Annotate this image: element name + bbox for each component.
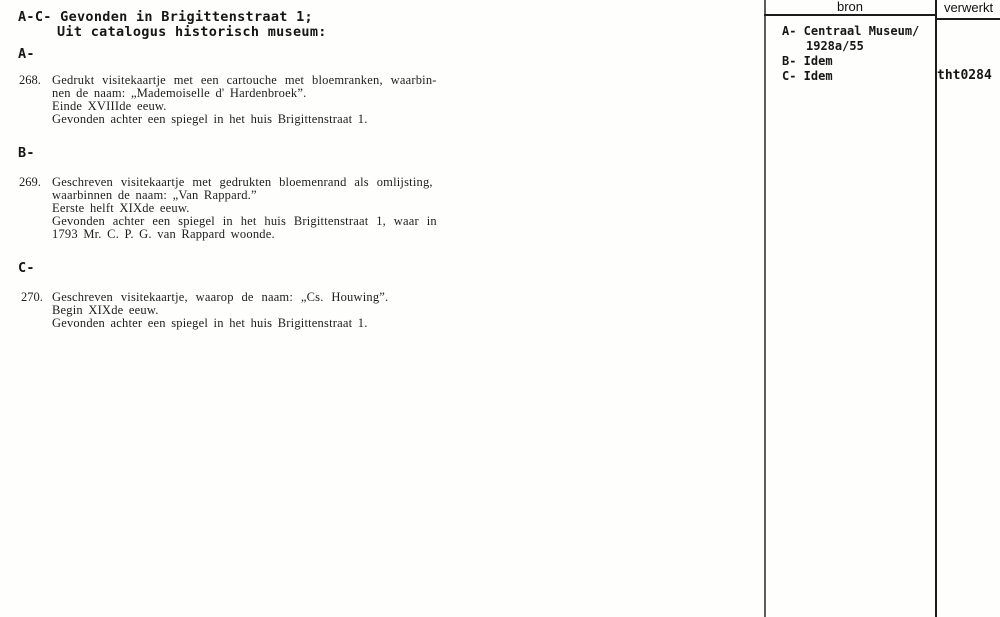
entry-line: Gevonden achter een spiegel in het huis Brigittenstraat 1. (52, 316, 368, 330)
catalog-heading-line1: A-C- Gevonden in Brigittenstraat 1; (18, 9, 313, 25)
entry-270-number: 270. (21, 290, 43, 304)
entry-line: Begin XIXde eeuw. (52, 303, 159, 317)
entry-line: nen de naam: „Mademoiselle d' Hardenbroek”. (52, 86, 307, 100)
entry-269-number: 269. (19, 175, 41, 189)
entry-268-number: 268. (19, 73, 41, 87)
verwerkt-code: tht0284 (937, 68, 992, 83)
verwerkt-header-underline (937, 18, 1000, 20)
entry-line: 1793 Mr. C. P. G. van Rappard woonde. (52, 227, 275, 241)
entry-line: Geschreven visitekaartje, waarop de naam: „Cs. Houwing”. (52, 290, 389, 304)
entry-line: Einde XVIIIde eeuw. (52, 99, 167, 113)
section-label-a: A- (18, 46, 35, 62)
entry-270-text (52, 291, 388, 330)
bron-entry-b: B- Idem (782, 54, 833, 68)
bron-entry-a: A- Centraal Museum/ (782, 24, 920, 38)
column-header-verwerkt: verwerkt (943, 0, 994, 15)
bron-entry-c: C- Idem (782, 69, 833, 83)
bron-header-underline (764, 14, 936, 16)
table-left-rule (764, 0, 766, 617)
entry-269-text (52, 176, 437, 241)
bron-entry-a-continued: 1928a/55 (806, 39, 864, 53)
entry-268-text (52, 74, 437, 126)
entry-line: Gedrukt visitekaartje met een cartouche met bloemranken, waarbin- (52, 73, 437, 87)
table-column-divider-rule (935, 0, 937, 617)
entry-line: Gevonden achter een spiegel in het huis Brigittenstraat 1, waar in (52, 214, 437, 228)
catalog-heading-line2: Uit catalogus historisch museum: (57, 24, 327, 40)
column-header-bron: bron (836, 0, 864, 14)
entry-line: Gevonden achter een spiegel in het huis Brigittenstraat 1. (52, 112, 368, 126)
entry-line: Eerste helft XIXde eeuw. (52, 201, 190, 215)
section-label-c: C- (18, 260, 35, 276)
entry-line: waarbinnen de naam: „Van Rappard.” (52, 188, 257, 202)
entry-line: Geschreven visitekaartje met gedrukten bloemenrand als omlijsting, (52, 175, 433, 189)
section-label-b: B- (18, 145, 35, 161)
